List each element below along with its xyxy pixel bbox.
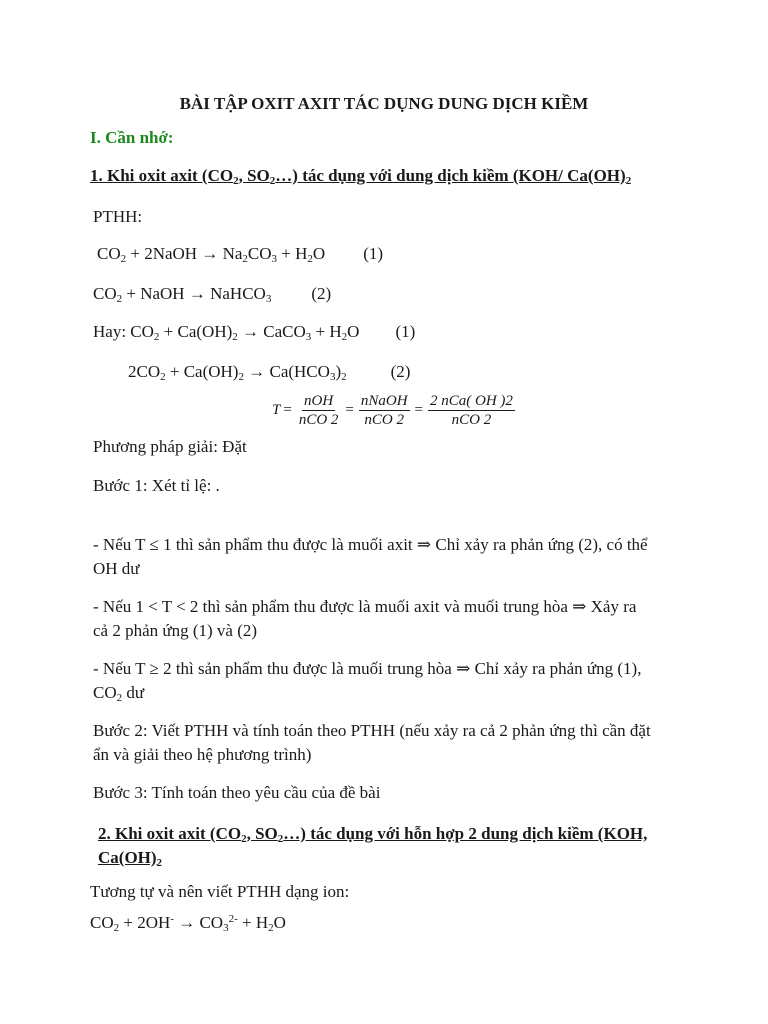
step-2-line-1: Bước 2: Viết PTHH và tính toán theo PTHH (nếu xảy ra cả 2 phản ứng thì cần đặt	[93, 721, 651, 740]
equation-number: (1)	[395, 322, 416, 341]
equation-4: $2CO_2 + Ca(OH)_2 \to Ca(HCO_3)_2$ (2)	[128, 362, 411, 383]
equation-1: $CO_2$ + 2NaOH → $Na_2CO_3 + H_2O$ (1)	[97, 244, 384, 265]
fraction-naoh: $\frac{\text{nNaOH}}{\text{nCO 2}}$	[360, 393, 408, 428]
equation-number: (1)	[363, 244, 384, 263]
pthh-label: PTHH:	[93, 207, 143, 226]
step-1: Bước 1: Xét tỉ lệ: .	[93, 476, 220, 495]
ionic-equation: $CO_2 + 2OH^- \to CO_3^{2-} + H_2O$	[90, 913, 286, 934]
subheading-1: 1. Khi oxit axit ($CO_2$, $SO_2\dots$) tác dụng với dung dịch kiềm (KOH/ $Ca(OH)_2$	[90, 166, 632, 187]
step-2-line-2: ẩn và giải theo hệ phương trình)	[93, 745, 312, 764]
fraction-oh: $\frac{\text{nOH}}{\text{nCO 2}}$	[298, 393, 339, 428]
subheading-2-line-2: $Ca(OH)_2$	[98, 848, 163, 869]
case-2-line-1: - Nếu 1 < T < 2 thì sản phẩm thu được là muối axit và muối trung hòa ⇒ Xảy ra	[93, 597, 637, 616]
subheading-2-line-1: 2. Khi oxit axit ($CO_2$, $SO_2\dots$) tác dụng với hỗn hợp 2 dung dịch kiềm (KOH,	[98, 824, 648, 845]
equation-number: (2)	[311, 284, 332, 303]
section-heading-remember: I. Cần nhớ:	[90, 128, 174, 147]
equation-2: $CO_2$ + NaOH → NaHCO$_3$ (2)	[93, 284, 332, 305]
ratio-formula: T = $\frac{\text{nOH}}{\text{nCO 2}}$ = $\frac{\text{nNaOH}}{\text{nCO 2}}$ = $\frac{\text{2 nCa( OH )2}}{\text{nCO 2}}$	[272, 393, 513, 428]
case-1-line-1: - Nếu T ≤ 1 thì sản phẩm thu được là muối axit ⇒ Chỉ xảy ra phản ứng (2), có thể	[93, 535, 648, 554]
equation-3: Hay: $CO_2 + Ca(OH)_2$ → CaCO$_3$ + $H_2O$ (1)	[93, 322, 416, 343]
step-3: Bước 3: Tính toán theo yêu cầu của đề bài	[93, 783, 381, 802]
case-2-line-2: cả 2 phản ứng (1) và (2)	[93, 621, 258, 640]
ion-intro: Tương tự và nên viết PTHH dạng ion:	[90, 882, 350, 901]
equation-number: (2)	[390, 362, 411, 381]
case-3-line-1: - Nếu T ≥ 2 thì sản phẩm thu được là muối trung hòa ⇒ Chỉ xảy ra phản ứng (1),	[93, 659, 642, 678]
formula-lhs: T	[272, 402, 281, 418]
case-3-line-2: $CO_2$ dư	[93, 683, 145, 704]
case-1-line-2: OH dư	[93, 559, 140, 578]
document-title: BÀI TẬP OXIT AXIT TÁC DỤNG DUNG DỊCH KIỀM	[179, 94, 589, 113]
method-text: Phương pháp giải: Đặt	[93, 437, 247, 456]
fraction-caoh2: $\frac{\text{2 nCa( OH )2}}{\text{nCO 2}}$	[430, 393, 513, 428]
